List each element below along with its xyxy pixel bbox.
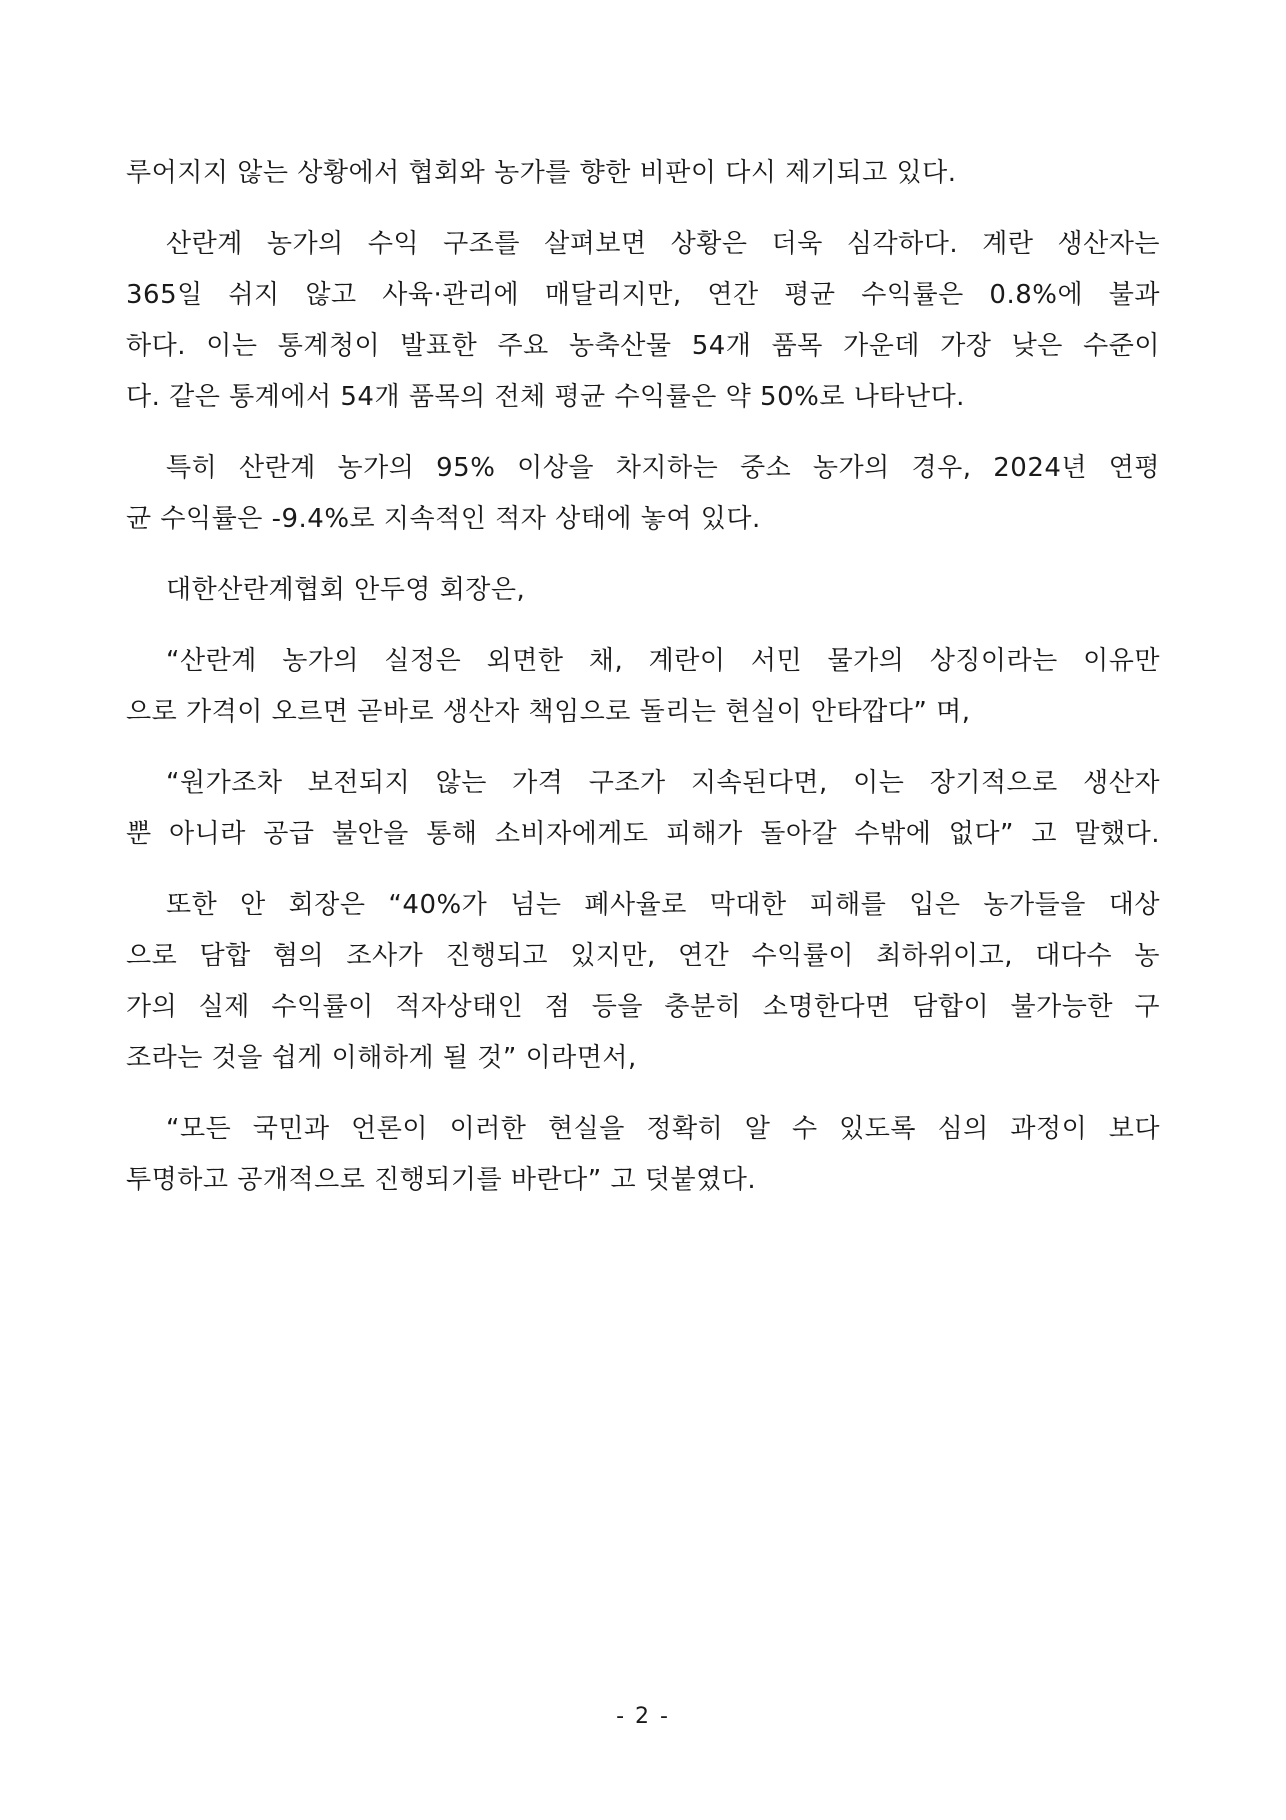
text-line: “모든 국민과 언론이 이러한 현실을 정확히 알 수 있도록 심의 과정이 보다: [166, 1114, 1160, 1144]
text-line: “원가조차 보전되지 않는 가격 구조가 지속된다면, 이는 장기적으로 생산자: [166, 768, 1160, 798]
text-line: 으로 담합 혐의 조사가 진행되고 있지만, 연간 수익률이 최하위이고, 대다수 농: [126, 941, 1160, 971]
paragraph-3: [126, 443, 1160, 545]
text-line: “산란계 농가의 실정은 외면한 채, 계란이 서민 물가의 상징이라는 이유만: [166, 646, 1160, 676]
text-line: 루어지지 않는 상황에서 협회와 농가를 향한 비판이 다시 제기되고 있다.: [126, 158, 957, 188]
page-number: - 2 -: [616, 1704, 670, 1729]
text-line: 다. 같은 통계에서 54개 품목의 전체 평균 수익률은 약 50%로 나타난다.: [126, 382, 965, 412]
text-line: 뿐 아니라 공급 불안을 통해 소비자에게도 피해가 돌아갈 수밖에 없다” 고 말했다.: [126, 819, 1160, 849]
paragraph-4: [126, 565, 1160, 616]
paragraph-8: [126, 1104, 1160, 1206]
text-line: 하다. 이는 통계청이 발표한 주요 농축산물 54개 품목 가운데 가장 낮은 수준이: [126, 331, 1160, 361]
text-line: 특히 산란계 농가의 95% 이상을 차지하는 중소 농가의 경우, 2024년 연평: [166, 453, 1160, 483]
text-line: 투명하고 공개적으로 진행되기를 바란다” 고 덧붙였다.: [126, 1165, 757, 1195]
paragraph-5: [126, 636, 1160, 738]
paragraph-6: [126, 758, 1160, 860]
text-line: 대한산란계협회 안두영 회장은,: [166, 575, 526, 605]
text-line: 365일 쉬지 않고 사육·관리에 매달리지만, 연간 평균 수익률은 0.8%에 불과: [126, 280, 1160, 310]
paragraph-1: [126, 148, 1160, 199]
text-line: 조라는 것을 쉽게 이해하게 될 것” 이라면서,: [126, 1043, 637, 1073]
paragraph-2: [126, 219, 1160, 423]
text-line: 또한 안 회장은 “40%가 넘는 폐사율로 막대한 피해를 입은 농가들을 대상: [166, 890, 1160, 920]
text-line: 산란계 농가의 수익 구조를 살펴보면 상황은 더욱 심각하다. 계란 생산자는: [166, 229, 1160, 259]
text-line: 으로 가격이 오르면 곧바로 생산자 책임으로 돌리는 현실이 안타깝다” 며,: [126, 697, 971, 727]
article-body: [126, 148, 1160, 1226]
text-line: 가의 실제 수익률이 적자상태인 점 등을 충분히 소명한다면 담합이 불가능한 구: [126, 992, 1160, 1022]
text-line: 균 수익률은 -9.4%로 지속적인 적자 상태에 놓여 있다.: [126, 504, 761, 534]
paragraph-7: [126, 880, 1160, 1084]
